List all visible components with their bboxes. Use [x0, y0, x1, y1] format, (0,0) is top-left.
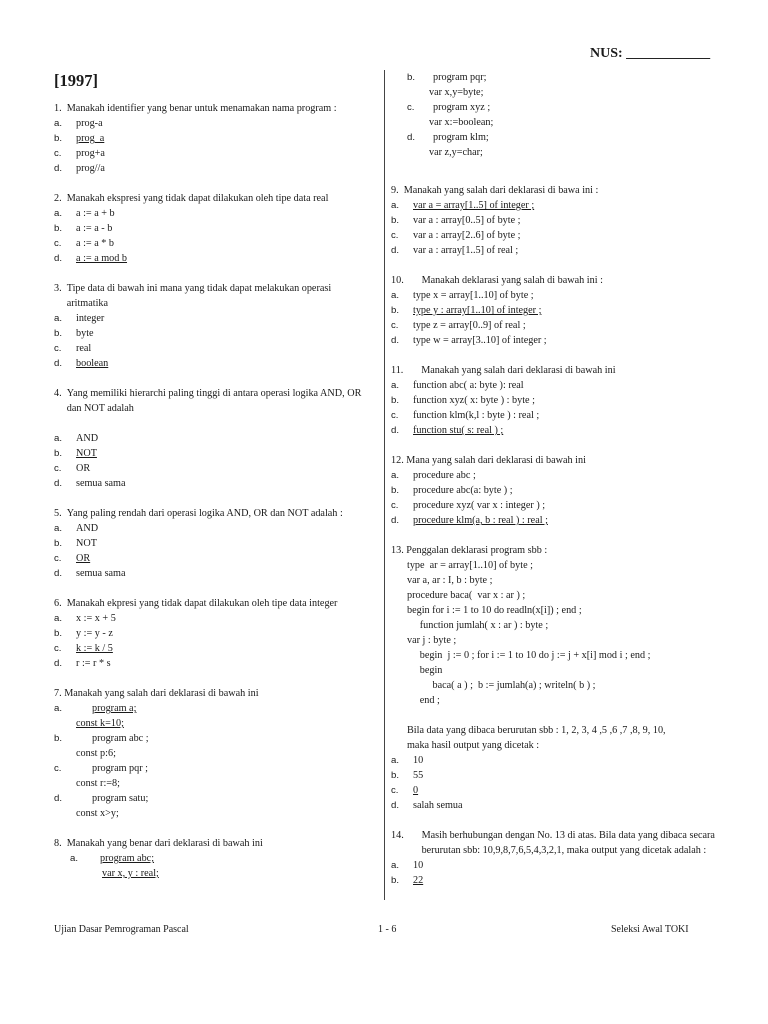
option-text: a := a - b [76, 223, 113, 234]
option-a: a. 10 [391, 860, 424, 871]
question-8-continued: b. program pqr; var x,y=byte; c. program xyz ; var x:=boolean; d. program klm; var z,y=char; [407, 72, 494, 158]
option-text: k := k / 5 [76, 643, 113, 654]
option-c: c. prog+a [54, 148, 105, 159]
option-b: b. 55 [391, 770, 424, 781]
option-a: a. type x = array[1..10] of byte ; [391, 290, 534, 301]
question-text: Yang paling rendah dari operasi logika AND, OR dan NOT adalah : [66, 508, 343, 519]
code-line: begin [407, 665, 443, 676]
option-text: procedure xyz( var x : integer ) ; [413, 500, 546, 511]
option-d: d. var a : array[1..5] of real ; [391, 245, 519, 256]
option-text: 22 [413, 875, 424, 886]
q13-options [391, 753, 721, 813]
question-6: 6. Manakah ekpresi yang tidak dapat dilakukan oleh tipe data integer a. x := x + 5 b. y := y - z c. k := k / 5 d. r := r * s [54, 596, 374, 671]
option-cont: const k=10; [76, 718, 124, 729]
option-c: c. 0 [391, 785, 419, 796]
option-b: b. 22 [391, 875, 424, 886]
option-d: d. boolean [54, 358, 109, 369]
option-text: prog_a [76, 133, 105, 144]
option-b: b. prog_a [54, 133, 105, 144]
option-d: d. prog//a [54, 163, 105, 174]
option-d: d. function stu( s: real ) ; [391, 425, 504, 436]
option-b: b. byte [54, 328, 94, 339]
question-7: 7. Manakah yang salah dari deklarasi di bawah ini a. program a; const k=10; b. program abc ; const p:6; c. program pqr ; const r:=8; d. program satu; const x>y; [54, 686, 374, 821]
option-text: type x = array[1..10] of byte ; [413, 290, 534, 301]
option-text: y := y - z [76, 628, 113, 639]
option-b: b. NOT [54, 448, 97, 459]
column-divider [384, 70, 385, 900]
option-text: 55 [413, 770, 424, 781]
option-c: c. real [54, 343, 92, 354]
code-line: var j : byte ; [407, 635, 457, 646]
question-14: 14. Masih berhubungan dengan No. 13 di atas. Bila data yang dibaca secara berurutan sbb: 10,9,8,7,6,5,4,3,2,1, maka output yang dicetak adalah : a. 10 b. 22 [391, 828, 721, 888]
question-text: Manakah identifier yang benar untuk menamakan nama program : [66, 103, 337, 114]
option-text: var a : array[0..5] of byte ; [413, 215, 521, 226]
option-text: type w = array[3..10] of integer ; [413, 335, 547, 346]
option-text: var a : array[2..6] of byte ; [413, 230, 521, 241]
option-a: a. procedure abc ; [391, 470, 476, 481]
option-text: NOT [76, 538, 97, 549]
option-b: b. NOT [54, 538, 97, 549]
option-text: semua sama [76, 478, 126, 489]
option: a. program abc; [70, 853, 155, 864]
option-d: d. semua sama [54, 568, 126, 579]
code-line: procedure baca( var x : ar ) ; [407, 590, 526, 601]
option-text: a := a * b [76, 238, 114, 249]
option-a: a. prog-a [54, 118, 103, 129]
option-text: 10 [413, 755, 424, 766]
option-a: a. 10 [391, 755, 424, 766]
option-text: AND [76, 433, 99, 444]
question-1: 1. Manakah identifier yang benar untuk menamakan nama program : a. prog-a b. prog_a c. prog+a d. prog//a [54, 101, 374, 176]
footer-right: Seleksi Awal TOKI [611, 924, 689, 935]
option: c. program pqr ; [54, 763, 149, 774]
option: b. program abc ; [54, 733, 149, 744]
option-text: a := a mod b [76, 253, 128, 264]
question-text: Manakah ekspresi yang tidak dapat dilakukan oleh tipe data real [66, 193, 329, 204]
option-text: AND [76, 523, 99, 534]
option-text: a := a + b [76, 208, 115, 219]
option-cont: const x>y; [76, 808, 119, 819]
option-c: c. a := a * b [54, 238, 114, 249]
question-text: Mana yang salah dari deklarasi di bawah ini [406, 455, 586, 466]
nus-field: NUS: ____________ [590, 46, 711, 61]
option-text: prog+a [76, 148, 105, 159]
option-a: a. integer [54, 313, 105, 324]
code-line: end ; [407, 695, 440, 706]
option-text: semua sama [76, 568, 126, 579]
question-9: 9. Manakah yang salah dari deklarasi di bawa ini : a. var a = array[1..5] of integer ; b. var a : array[0..5] of byte ; c. var a : array[2..6] of byte ; d. var a : array[1..5] of real ; [391, 183, 721, 258]
code-line: var a, ar : I, b : byte ; [407, 575, 493, 586]
question-2: 2. Manakah ekspresi yang tidak dapat dilakukan oleh tipe data real a. a := a + b b. a := a - b c. a := a * b d. a := a mod b [54, 191, 374, 266]
option-text: 10 [413, 860, 424, 871]
option-text: real [76, 343, 92, 354]
question-text: Yang memiliki hierarchi paling tinggi di antara operasi logika AND, OR dan NOT adalah [66, 388, 362, 414]
question-11: 11. Manakah yang salah dari deklarasi di bawah ini a. function abc( a: byte ): real b. function xyz( x: byte ) : byte ; c. function klm(k,l : byte ) : real ; d. function stu( s: real ) ; [391, 363, 721, 438]
option-text: OR [76, 553, 91, 564]
option: d. program satu; [54, 793, 149, 804]
q14-options [391, 858, 721, 888]
option-text: function xyz( x: byte ) : byte ; [413, 395, 535, 406]
option-text: salah semua [413, 800, 463, 811]
option-d: d. semua sama [54, 478, 126, 489]
code-line: begin for i := 1 to 10 do readln(x[i]) ; end ; [407, 605, 582, 616]
option-b: b. a := a - b [54, 223, 113, 234]
option-cont: const p:6; [76, 748, 116, 759]
question-8: 8. Manakah yang benar dari deklarasi di bawah ini a. program abc; var x, y : real; [54, 836, 374, 881]
code-block [391, 558, 721, 708]
option-b: b. var a : array[0..5] of byte ; [391, 215, 521, 226]
option-a: a. a := a + b [54, 208, 115, 219]
option-b: b. y := y - z [54, 628, 113, 639]
option-c: c. type z = array[0..9] of real ; [391, 320, 526, 331]
option-a: a. function abc( a: byte ): real [391, 380, 524, 391]
option-text: function abc( a: byte ): real [413, 380, 524, 391]
year-heading: [1997] [54, 71, 98, 90]
option-text: byte [76, 328, 94, 339]
code-line: baca( a ) ; b := jumlah(a) ; writeln( b ) ; [407, 680, 596, 691]
question-text: Manakah deklarasi yang salah di bawah ini : [421, 275, 603, 286]
option-c: c. function klm(k,l : byte ) : real ; [391, 410, 540, 421]
option: a. program a; [54, 703, 137, 714]
question-3: 3. Tipe data di bawah ini mana yang tidak dapat melakukan operasi aritmatika a. integer b. byte c. real d. boolean [54, 281, 374, 371]
question-12: 12. Mana yang salah dari deklarasi di bawah ini a. procedure abc ; b. procedure abc(a: byte ) ; c. procedure xyz( var x : integer ) ; d. procedure klm(a, b : real ) : real ; [391, 453, 721, 528]
option-cont: var x, y : real; [102, 868, 159, 879]
option-b: b. procedure abc(a: byte ) ; [391, 485, 513, 496]
option-c: c. procedure xyz( var x : integer ) ; [391, 500, 546, 511]
option-d: d. type w = array[3..10] of integer ; [391, 335, 547, 346]
option-cont: const r:=8; [76, 778, 120, 789]
option-text: var a = array[1..5] of integer ; [413, 200, 535, 211]
option-text: type y : array[1..10] of integer ; [413, 305, 542, 316]
option-d: d. salah semua [391, 800, 463, 811]
option-d: d. a := a mod b [54, 253, 128, 264]
right-column [391, 70, 721, 903]
option-d: d. procedure klm(a, b : real ) : real ; [391, 515, 548, 526]
option-c: c. OR [54, 463, 91, 474]
option-b: b. function xyz( x: byte ) : byte ; [391, 395, 535, 406]
option-b: b. type y : array[1..10] of integer ; [391, 305, 542, 316]
option-text: type z = array[0..9] of real ; [413, 320, 526, 331]
question-4: 4. Yang memiliki hierarchi paling tinggi di antara operasi logika AND, OR dan NOT adalah a. AND b. NOT c. OR d. semua sama [54, 386, 374, 491]
option-text: integer [76, 313, 105, 324]
question-5: 5. Yang paling rendah dari operasi logika AND, OR dan NOT adalah : a. AND b. NOT c. OR d. semua sama [54, 506, 374, 581]
option-text: 0 [413, 785, 419, 796]
option-text: prog-a [76, 118, 103, 129]
footer-page-number: 1 - 6 [378, 924, 397, 935]
left-column [54, 70, 374, 896]
option-text: x := x + 5 [76, 613, 116, 624]
question-text: Tipe data di bawah ini mana yang tidak dapat melakukan operasi aritmatika [66, 283, 332, 309]
option-a: a. var a = array[1..5] of integer ; [391, 200, 535, 211]
option-a: a. x := x + 5 [54, 613, 116, 624]
code-line: type ar = array[1..10] of byte ; [407, 560, 533, 571]
option-c: c. OR [54, 553, 91, 564]
q13-note-1: Bila data yang dibaca berurutan sbb : 1, 2, 3, 4 ,5 ,6 ,7 ,8, 9, 10, [407, 725, 666, 736]
option-text: NOT [76, 448, 97, 459]
option-text: procedure klm(a, b : real ) : real ; [413, 515, 548, 526]
option-text: var a : array[1..5] of real ; [413, 245, 519, 256]
option-a: a. AND [54, 433, 99, 444]
option-text: r := r * s [76, 658, 111, 669]
option-text: prog//a [76, 163, 105, 174]
option-d: d. r := r * s [54, 658, 111, 669]
q13-note-2: maka hasil output yang dicetak : [407, 740, 540, 751]
option-a: a. AND [54, 523, 99, 534]
question-text: Manakah yang salah dari deklarasi di bawa ini : [403, 185, 599, 196]
option-c: c. var a : array[2..6] of byte ; [391, 230, 521, 241]
option-text: OR [76, 463, 91, 474]
option-c: c. k := k / 5 [54, 643, 113, 654]
code-line: function jumlah( x : ar ) : byte ; [407, 620, 549, 631]
question-text: Manakah yang salah dari deklarasi di bawah ini [421, 365, 616, 376]
option-text: procedure abc ; [413, 470, 476, 481]
footer-left: Ujian Dasar Pemrograman Pascal [54, 924, 189, 935]
code-line: begin j := 0 ; for i := 1 to 10 do j := j + x[i] mod i ; end ; [407, 650, 651, 661]
option-text: function stu( s: real ) ; [413, 425, 504, 436]
option-text: boolean [76, 358, 109, 369]
option-text: procedure abc(a: byte ) ; [413, 485, 513, 496]
question-text: Manakah ekpresi yang tidak dapat dilakukan oleh tipe data integer [66, 598, 338, 609]
option-text: function klm(k,l : byte ) : real ; [413, 410, 540, 421]
question-13: 13. Penggalan deklarasi program sbb : type ar = array[1..10] of byte ; var a, ar : I, b : byte ; procedure baca( var x : ar ) ; begin for i := 1 to 10 do readln(x[i]) ; end ; function jumlah( x : ar ) : byte ; var j : byte ; begin j := 0 ; for i := 1 to 10 do j := j + x[i] mod i ; end ; begin baca( a ) ; b := jumlah(a) ; writeln( b ) ; end ; Bila data yang dibaca berurutan sbb : 1, 2, 3, 4 ,5 ,6 ,7 ,8, 9, 10, maka hasil output yang dicetak : a. 10 b. 55 c. 0 d. salah semua [391, 543, 721, 813]
question-10: 10. Manakah deklarasi yang salah di bawah ini : a. type x = array[1..10] of byte ; b. type y : array[1..10] of integer ; c. type z = array[0..9] of real ; d. type w = array[3..10] of integer ; [391, 273, 721, 348]
